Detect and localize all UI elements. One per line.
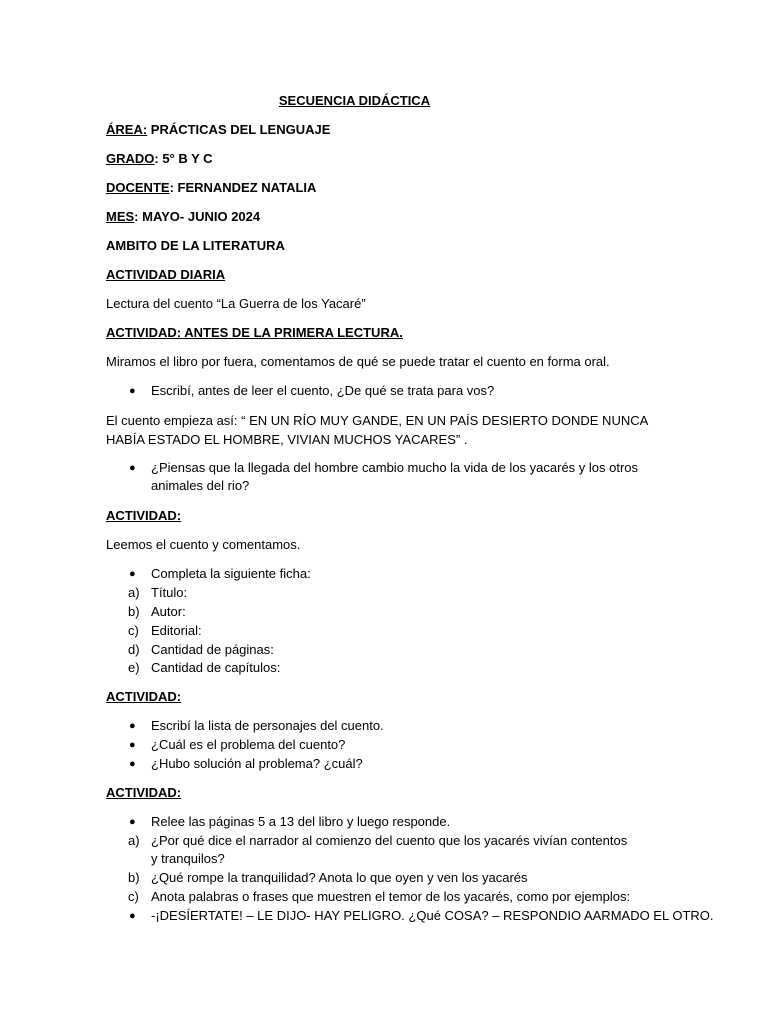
actividad-diaria-heading: ACTIVIDAD DIARIA [106,267,226,282]
actividad-heading-2: ACTIVIDAD: [106,508,182,523]
list-marker: a) [128,585,140,600]
list-marker: d) [128,642,140,657]
bullet-relee-text: Relee las páginas 5 a 13 del libro y luego responde. [151,814,451,829]
area-line [106,121,330,139]
document-title: SECUENCIA DIDÁCTICA [278,93,431,108]
bullet-icon: ● [129,568,136,580]
grado-label: GRADO [106,151,155,166]
grado-value: : 5° B Y C [154,151,213,166]
ficha-item-text: Cantidad de capítulos: [151,660,281,675]
actividad-heading-3: ACTIVIDAD: [106,689,182,704]
docente-value: : FERNANDEZ NATALIA [169,180,317,195]
ambito-heading: AMBITO DE LA LITERATURA [106,238,285,253]
bullet-escribi-text: Escribí, antes de leer el cuento, ¿De qué se trata para vos? [151,383,495,398]
bullet-icon: ● [129,462,136,474]
mes-label: MES [106,209,135,224]
pregunta-item-text: ¿Por qué dice el narrador al comienzo del cuento que los yacarés vivían contentos y tranquilos? [151,833,628,866]
docente-label: DOCENTE [106,180,170,195]
docente-line [106,179,316,197]
list-marker: b) [128,604,140,619]
list-marker: c) [128,623,139,638]
bullet-personajes-text: Escribí la lista de personajes del cuento. [151,718,384,733]
ficha-item-text: Autor: [151,604,186,619]
list-marker: b) [128,870,140,885]
antes-lectura-heading: ACTIVIDAD: ANTES DE LA PRIMERA LECTURA. [106,325,403,340]
ficha-item-text: Cantidad de páginas: [151,642,274,657]
bullet-icon: ● [129,758,136,770]
mes-line [106,208,260,226]
grado-line [106,150,213,168]
list-marker: e) [128,660,140,675]
area-label: ÁREA: [106,122,148,137]
lectura-text: Lectura del cuento “La Guerra de los Yacaré” [106,296,366,311]
bullet-completa-text: Completa la siguiente ficha: [151,566,311,581]
bullet-icon: ● [129,385,136,397]
bullet-final-text: -¡DESÍERTATE! – LE DIJO- HAY PELIGRO. ¿Qué COSA? – RESPONDIO AARMADO EL OTRO. [151,908,714,923]
bullet-icon: ● [129,720,136,732]
area-value: PRÁCTICAS DEL LENGUAJE [147,122,331,137]
ficha-item-text: Título: [151,585,188,600]
bullet-solucion-text: ¿Hubo solución al problema? ¿cuál? [151,756,363,771]
mes-value: : MAYO- JUNIO 2024 [134,209,261,224]
leemos-text: Leemos el cuento y comentamos. [106,537,301,552]
list-marker: c) [128,889,139,904]
actividad-heading-4: ACTIVIDAD: [106,785,182,800]
pregunta-item-text: Anota palabras o frases que muestren el temor de los yacarés, como por ejemplos: [151,889,631,904]
miramos-text: Miramos el libro por fuera, comentamos de qué se puede tratar el cuento en forma oral. [106,354,610,369]
bullet-piensas-text: ¿Piensas que la llegada del hombre cambio mucho la vida de los yacarés y los otros animales del rio? [151,460,639,493]
bullet-problema-text: ¿Cuál es el problema del cuento? [151,737,346,752]
ficha-item-text: Editorial: [151,623,202,638]
cuento-empieza-text: El cuento empieza así: “ EN UN RÍO MUY GANDE, EN UN PAÍS DESIERTO DONDE NUNCA HABÍA ESTADO EL HOMBRE, VIVIAN MUCHOS YACARES” . [106,413,648,447]
bullet-icon: ● [129,910,136,922]
bullet-icon: ● [129,739,136,751]
list-marker: a) [128,833,140,848]
pregunta-item-text: ¿Qué rompe la tranquilidad? Anota lo que oyen y ven los yacarés [151,870,528,885]
bullet-icon: ● [129,816,136,828]
